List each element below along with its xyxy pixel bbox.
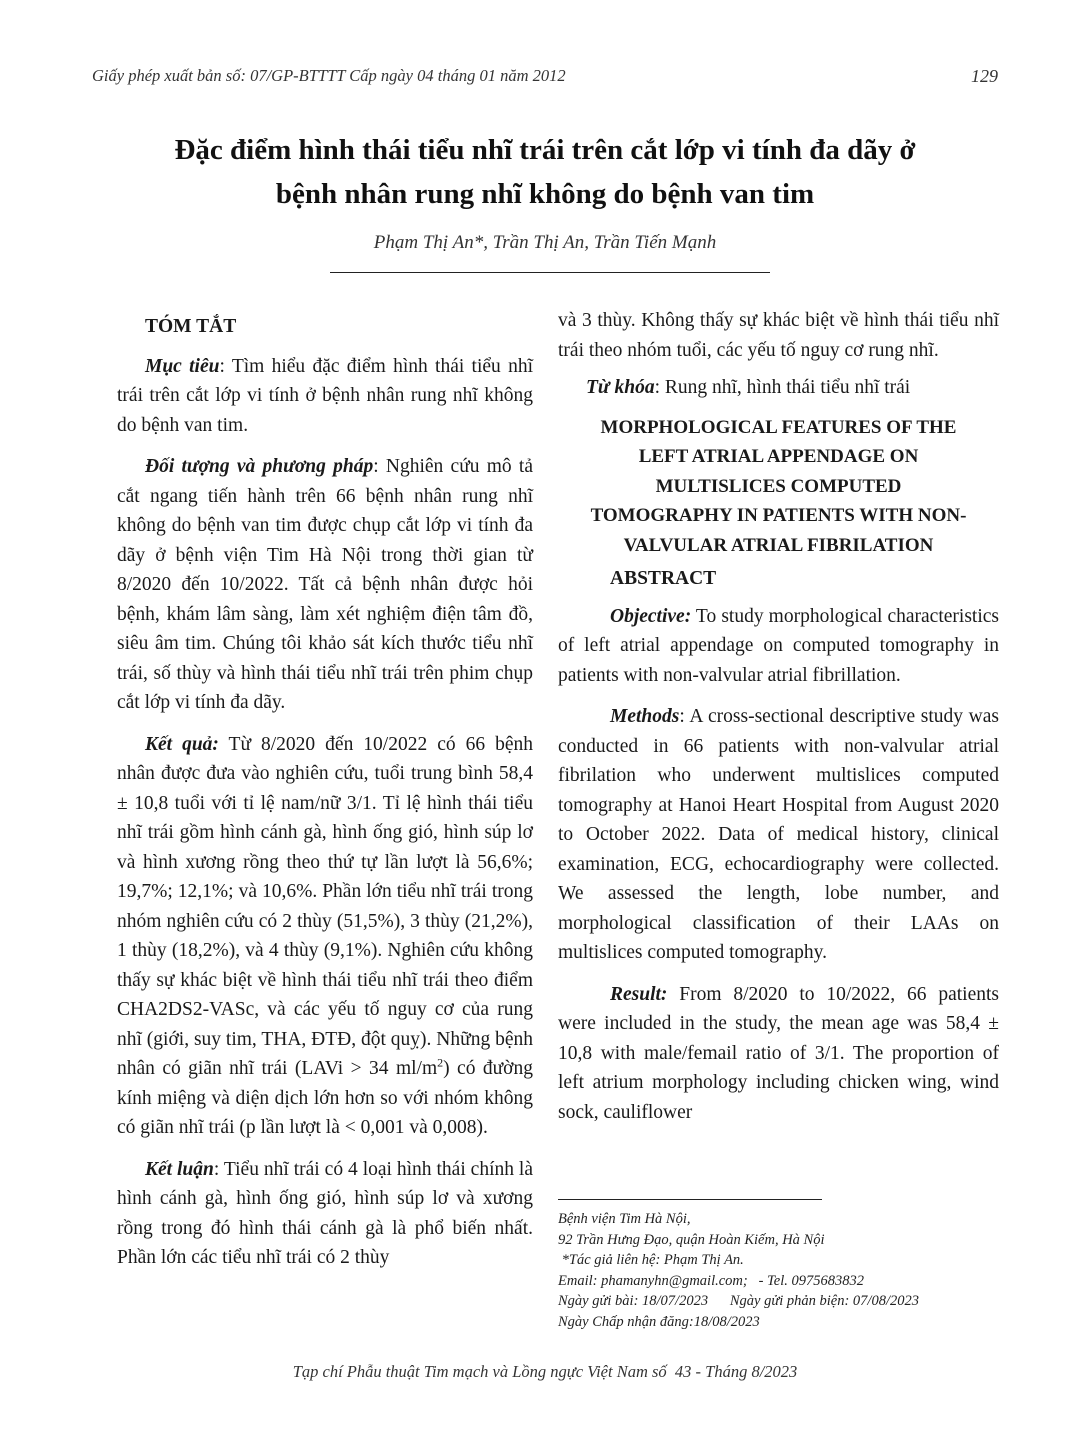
vn-results <box>117 730 533 1143</box>
footnote-line: Bệnh viện Tim Hà Nội, <box>558 1211 691 1227</box>
en-result-label: Result: <box>610 983 668 1005</box>
footnote-divider <box>558 1199 822 1200</box>
author-list: Phạm Thị An*, Trần Thị An, Trần Tiến Mạnh <box>373 232 717 253</box>
en-methods <box>558 702 999 968</box>
vn-results-text-a: Từ 8/2020 đến 10/2022 có 66 bệnh nhân được đưa vào nghiên cứu, tuổi trung bình 58,4 ± 10,8 tuổi với tỉ lệ nam/nữ 3/1. Tỉ lệ hình thái tiểu nhĩ trái gồm hình cánh gà, hình ống gió, hình súp lơ và hình xương rồng theo thứ tự lần lượt là 56,6%; 19,7%; 12,1%; và 10,6%. Phần lớn tiểu nhĩ trái trong nhóm nghiên cứu có 2 thùy (51,5%), 3 thùy (21,2%), 1 thùy (18,2%), và 4 thùy (9,1%). Nghiên cứu không thấy sự khác biệt về hình thái tiểu nhĩ trái theo điểm CHA2DS2-VASc, và các yếu tố nguy cơ của rung nhĩ (giới, suy tim, THA, ĐTĐ, đột quỵ). Những bệnh nhân có giãn nhĩ trái (LAVi > 34 ml/m <box>117 733 533 1079</box>
journal-footer: Tạp chí Phẫu thuật Tim mạch và Lồng ngực Việt Nam số 43 - Tháng 8/2023 <box>292 1362 798 1381</box>
en-objective-text: To study morphological characteristics of left atrial appendage on computed tomography in patients with non-valvular atrial fibrillation. <box>558 605 999 686</box>
en-objective-label: Objective: <box>610 605 692 627</box>
title-line-2: bệnh nhân rung nhĩ không do bệnh van tim <box>275 178 815 210</box>
vn-keywords-label: Từ khóa <box>586 377 655 398</box>
en-abstract-heading: ABSTRACT <box>610 568 717 589</box>
vn-conclusion-text: : Tiểu nhĩ trái có 4 loại hình thái chính là hình cánh gà, hình ống gió, hình súp lơ và xương rồng trong đó hình thái cánh gà là phổ biến nhất. Phần lớn các tiểu nhĩ trái có 2 thùy <box>117 1158 534 1268</box>
author-divider <box>330 272 770 273</box>
en-title-line: TOMOGRAPHY IN PATIENTS WITH NON- <box>590 505 967 526</box>
en-title-line: LEFT ATRIAL APPENDAGE ON <box>638 446 919 467</box>
vn-keywords-text: : Rung nhĩ, hình thái tiểu nhĩ trái <box>654 377 911 398</box>
paper-title <box>60 128 1030 216</box>
left-column <box>117 312 533 1285</box>
en-title-line: MORPHOLOGICAL FEATURES OF THE <box>600 416 957 438</box>
footnote-line: *Tác giả liên hệ: Phạm Thị An. <box>558 1252 744 1268</box>
en-result-text: From 8/2020 to 10/2022, 66 patients were included in the study, the mean age was 58,4 ± 10,8 with male/femail ratio of 3/1. The proportion of left atrium morphology including chicken wing, wind sock, cauliflower <box>558 983 999 1123</box>
vn-objective-text: : Tìm hiểu đặc điểm hình thái tiểu nhĩ trái trên cắt lớp vi tính ở bệnh nhân rung nhĩ không do bệnh van tim. <box>117 355 533 436</box>
vn-methods-text: : Nghiên cứu mô tả cắt ngang tiến hành trên 66 bệnh nhân rung nhĩ không do bệnh van tim được chụp cắt lớp vi tính đa dãy ở bệnh viện Tim Hà Nội trong thời gian từ 8/2020 đến 10/2022. Tất cả bệnh nhân được hỏi bệnh, khám lâm sàng, làm xét nghiệm điện tâm đồ, siêu âm tim. Chúng tôi khảo sát kích thước tiểu nhĩ trái, số thùy và hình thái tiểu nhĩ trái trên phim chụp cắt lớp vi tính đa dãy. <box>117 456 533 713</box>
footnote-line: 92 Trần Hưng Đạo, quận Hoàn Kiếm, Hà Nội <box>558 1231 825 1248</box>
en-objective <box>558 602 999 691</box>
title-line-1: Đặc điểm hình thái tiểu nhĩ trái trên cắt lớp vi tính đa dãy ở <box>174 134 916 166</box>
vn-abstract-heading: TÓM TẮT <box>145 316 237 337</box>
right-column <box>558 306 999 1139</box>
vn-conclusion-continued: và 3 thùy. Không thấy sự khác biệt về hình thái tiểu nhĩ trái theo nhóm tuổi, các yếu tố nguy cơ rung nhĩ. <box>558 310 999 361</box>
footnote-line: Ngày gửi bài: 18/07/2023 Ngày gửi phản biện: 07/08/2023 <box>558 1293 919 1309</box>
en-title-line: VALVULAR ATRIAL FIBRILATION <box>623 534 934 556</box>
vn-objective-label: Mục tiêu <box>145 355 220 377</box>
vn-keywords <box>558 373 999 403</box>
vn-conclusion <box>117 1155 533 1273</box>
vn-results-text-b: ) có đường kính miệng và diện dịch lớn hơn so với nhóm không có giãn nhĩ trái (p lần lượt là < 0,001 và 0,008). <box>117 1058 533 1138</box>
running-header: Giấy phép xuất bản số: 07/GP-BTTTT Cấp ngày 04 tháng 01 năm 2012 <box>92 66 566 85</box>
vn-methods <box>117 452 533 718</box>
en-title <box>558 413 999 561</box>
en-result <box>558 980 999 1128</box>
en-methods-label: Methods <box>610 706 680 727</box>
footnote-line: Ngày Chấp nhận đăng:18/08/2023 <box>558 1313 760 1330</box>
vn-methods-label: Đối tượng và phương pháp <box>145 456 374 477</box>
vn-results-sup: 2 <box>437 1055 444 1070</box>
vn-objective <box>117 352 533 441</box>
vn-conclusion-label: Kết luận <box>145 1158 214 1180</box>
en-methods-text: : A cross-sectional descriptive study was conducted in 66 patients with non-valvular atrial fibrilation who underwent multislices computed tomography at Hanoi Heart Hospital from August 2020 to October 2022. Data of medical history, clinical examination, ECG, echocardiography were collected. We assessed the length, lobe number, and morphological classification of their LAAs on multislices computed tomography. <box>558 706 999 963</box>
affiliation-footnote <box>558 1209 998 1332</box>
vn-results-label: Kết quả: <box>145 733 219 755</box>
page-number: 129 <box>971 66 998 86</box>
en-title-line: MULTISLICES COMPUTED <box>655 475 902 497</box>
footnote-line: Email: phamanyhn@gmail.com; - Tel. 0975683832 <box>558 1272 865 1289</box>
